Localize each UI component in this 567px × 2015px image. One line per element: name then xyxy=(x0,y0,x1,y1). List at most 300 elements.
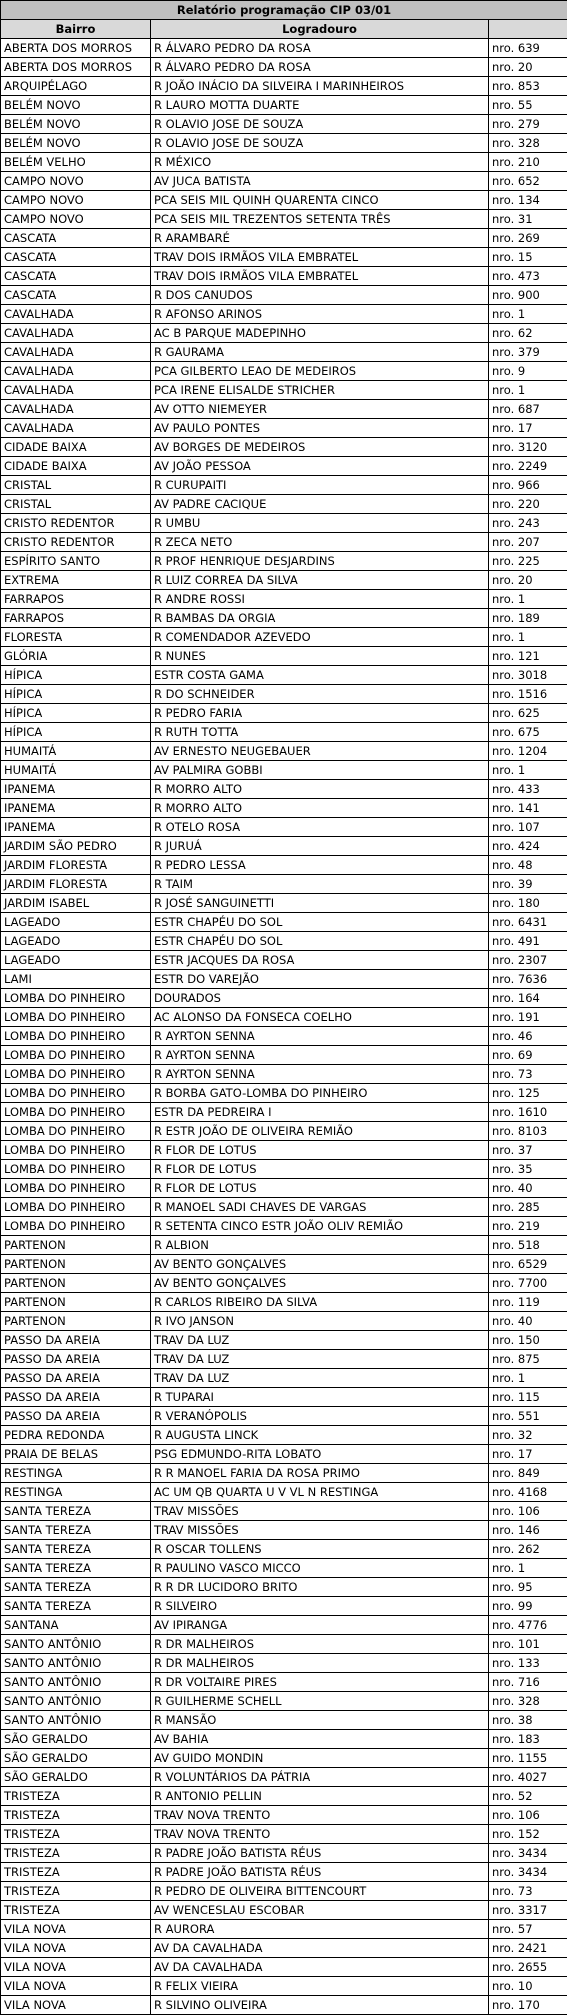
cell-bairro: RESTINGA xyxy=(1,1464,151,1483)
table-row xyxy=(1,590,567,609)
cell-numero: nro. 1 xyxy=(489,305,567,324)
cell-numero: nro. 1204 xyxy=(489,742,567,761)
cell-numero: nro. 20 xyxy=(489,58,567,77)
cell-logradouro: AV BORGES DE MEDEIROS xyxy=(151,438,489,457)
cell-bairro: JARDIM ISABEL xyxy=(1,894,151,913)
table-row xyxy=(1,1787,567,1806)
cell-logradouro: R RUTH TOTTA xyxy=(151,723,489,742)
cell-logradouro: R PEDRO DE OLIVEIRA BITTENCOURT xyxy=(151,1882,489,1901)
cell-logradouro: AC B PARQUE MADEPINHO xyxy=(151,324,489,343)
cell-numero: nro. 2655 xyxy=(489,1958,567,1977)
table-row xyxy=(1,1464,567,1483)
table-row xyxy=(1,818,567,837)
cell-numero: nro. 279 xyxy=(489,115,567,134)
table-row xyxy=(1,1540,567,1559)
cell-logradouro: R TAIM xyxy=(151,875,489,894)
cell-logradouro: AV OTTO NIEMEYER xyxy=(151,400,489,419)
table-row xyxy=(1,1882,567,1901)
cell-bairro: IPANEMA xyxy=(1,799,151,818)
cell-numero: nro. 20 xyxy=(489,571,567,590)
table-row xyxy=(1,1711,567,1730)
cell-bairro: LOMBA DO PINHEIRO xyxy=(1,1027,151,1046)
table-row xyxy=(1,1198,567,1217)
cell-logradouro: R SILVINO OLIVEIRA xyxy=(151,1996,489,2015)
table-row xyxy=(1,1863,567,1882)
cell-bairro: JARDIM SÃO PEDRO xyxy=(1,837,151,856)
table-row xyxy=(1,172,567,191)
table-row xyxy=(1,457,567,476)
cell-numero: nro. 491 xyxy=(489,932,567,951)
cell-numero: nro. 119 xyxy=(489,1293,567,1312)
cell-bairro: TRISTEZA xyxy=(1,1825,151,1844)
cell-bairro: ABERTA DOS MORROS xyxy=(1,39,151,58)
cell-logradouro: R FELIX VIEIRA xyxy=(151,1977,489,1996)
cell-bairro: CAVALHADA xyxy=(1,324,151,343)
cell-logradouro: R ÁLVARO PEDRO DA ROSA xyxy=(151,39,489,58)
cell-bairro: SANTA TEREZA xyxy=(1,1521,151,1540)
cell-bairro: CAMPO NOVO xyxy=(1,172,151,191)
table-row xyxy=(1,1597,567,1616)
cell-bairro: LAMI xyxy=(1,970,151,989)
cell-bairro: CRISTAL xyxy=(1,495,151,514)
cell-bairro: BELÉM NOVO xyxy=(1,96,151,115)
table-row xyxy=(1,1825,567,1844)
cell-bairro: BELÉM VELHO xyxy=(1,153,151,172)
cell-numero: nro. 2307 xyxy=(489,951,567,970)
cell-bairro: CASCATA xyxy=(1,248,151,267)
cell-bairro: PASSO DA AREIA xyxy=(1,1350,151,1369)
cell-bairro: TRISTEZA xyxy=(1,1806,151,1825)
table-row xyxy=(1,58,567,77)
cell-bairro: SANTO ANTÔNIO xyxy=(1,1692,151,1711)
cell-bairro: PARTENON xyxy=(1,1312,151,1331)
cell-numero: nro. 69 xyxy=(489,1046,567,1065)
cell-bairro: ABERTA DOS MORROS xyxy=(1,58,151,77)
table-row xyxy=(1,1673,567,1692)
cell-logradouro: AV BENTO GONÇALVES xyxy=(151,1255,489,1274)
cell-numero: nro. 95 xyxy=(489,1578,567,1597)
cell-logradouro: R MANSÃO xyxy=(151,1711,489,1730)
table-row xyxy=(1,628,567,647)
cell-numero: nro. 1155 xyxy=(489,1749,567,1768)
cell-bairro: LOMBA DO PINHEIRO xyxy=(1,1046,151,1065)
cell-bairro: CIDADE BAIXA xyxy=(1,457,151,476)
cell-numero: nro. 73 xyxy=(489,1882,567,1901)
column-header-logradouro: Logradouro xyxy=(151,20,489,39)
cell-logradouro: R MÉXICO xyxy=(151,153,489,172)
cell-numero: nro. 3018 xyxy=(489,666,567,685)
table-row xyxy=(1,1293,567,1312)
cell-bairro: PRAIA DE BELAS xyxy=(1,1445,151,1464)
cell-numero: nro. 7700 xyxy=(489,1274,567,1293)
cell-logradouro: TRAV DOIS IRMÃOS VILA EMBRATEL xyxy=(151,248,489,267)
cell-numero: nro. 106 xyxy=(489,1806,567,1825)
header-row xyxy=(1,20,567,39)
table-row xyxy=(1,685,567,704)
cell-logradouro: R VERANÓPOLIS xyxy=(151,1407,489,1426)
cell-logradouro: R ARAMBARÉ xyxy=(151,229,489,248)
table-row xyxy=(1,362,567,381)
cell-numero: nro. 1 xyxy=(489,590,567,609)
cell-logradouro: R COMENDADOR AZEVEDO xyxy=(151,628,489,647)
cell-logradouro: R DOS CANUDOS xyxy=(151,286,489,305)
table-row xyxy=(1,666,567,685)
cell-bairro: LAGEADO xyxy=(1,932,151,951)
cell-numero: nro. 900 xyxy=(489,286,567,305)
cell-logradouro: AV PADRE CACIQUE xyxy=(151,495,489,514)
cell-logradouro: R PEDRO FARIA xyxy=(151,704,489,723)
cell-bairro: VILA NOVA xyxy=(1,1920,151,1939)
cell-bairro: CASCATA xyxy=(1,286,151,305)
cell-numero: nro. 551 xyxy=(489,1407,567,1426)
table-row xyxy=(1,77,567,96)
cell-numero: nro. 262 xyxy=(489,1540,567,1559)
table-row xyxy=(1,1920,567,1939)
cell-bairro: TRISTEZA xyxy=(1,1901,151,1920)
table-row xyxy=(1,1768,567,1787)
cell-bairro: SÃO GERALDO xyxy=(1,1768,151,1787)
table-row xyxy=(1,115,567,134)
cell-bairro: LOMBA DO PINHEIRO xyxy=(1,1179,151,1198)
cell-bairro: CAVALHADA xyxy=(1,305,151,324)
cell-numero: nro. 134 xyxy=(489,191,567,210)
cell-logradouro: TRAV DA LUZ xyxy=(151,1350,489,1369)
table-row xyxy=(1,1559,567,1578)
cell-bairro: SANTO ANTÔNIO xyxy=(1,1711,151,1730)
table-row xyxy=(1,951,567,970)
table-row xyxy=(1,1692,567,1711)
table-row xyxy=(1,495,567,514)
cell-numero: nro. 125 xyxy=(489,1084,567,1103)
table-row xyxy=(1,1388,567,1407)
cell-numero: nro. 38 xyxy=(489,1711,567,1730)
table-row xyxy=(1,153,567,172)
table-row xyxy=(1,856,567,875)
cell-bairro: CIDADE BAIXA xyxy=(1,438,151,457)
cell-logradouro: R ANDRE ROSSI xyxy=(151,590,489,609)
cell-logradouro: R GUILHERME SCHELL xyxy=(151,1692,489,1711)
title-row xyxy=(1,1,567,20)
cell-numero: nro. 3317 xyxy=(489,1901,567,1920)
cell-logradouro: R AYRTON SENNA xyxy=(151,1046,489,1065)
cell-logradouro: R ESTR JOÃO DE OLIVEIRA REMIÃO xyxy=(151,1122,489,1141)
cell-numero: nro. 225 xyxy=(489,552,567,571)
cell-numero: nro. 115 xyxy=(489,1388,567,1407)
cell-logradouro: R OLAVIO JOSE DE SOUZA xyxy=(151,115,489,134)
cell-numero: nro. 48 xyxy=(489,856,567,875)
table-row xyxy=(1,324,567,343)
cell-logradouro: R AUGUSTA LINCK xyxy=(151,1426,489,1445)
cell-bairro: PASSO DA AREIA xyxy=(1,1388,151,1407)
cell-bairro: EXTREMA xyxy=(1,571,151,590)
cell-numero: nro. 180 xyxy=(489,894,567,913)
cell-logradouro: R AYRTON SENNA xyxy=(151,1065,489,1084)
cell-bairro: LOMBA DO PINHEIRO xyxy=(1,1160,151,1179)
cell-bairro: PARTENON xyxy=(1,1274,151,1293)
cell-logradouro: R ALBION xyxy=(151,1236,489,1255)
table-row xyxy=(1,419,567,438)
table-row xyxy=(1,609,567,628)
cell-bairro: PARTENON xyxy=(1,1293,151,1312)
table-row xyxy=(1,1578,567,1597)
cell-bairro: LAGEADO xyxy=(1,913,151,932)
table-row xyxy=(1,514,567,533)
cell-bairro: CAVALHADA xyxy=(1,343,151,362)
table-row xyxy=(1,742,567,761)
cell-bairro: VILA NOVA xyxy=(1,1939,151,1958)
cell-logradouro: R ANTONIO PELLIN xyxy=(151,1787,489,1806)
cell-numero: nro. 4168 xyxy=(489,1483,567,1502)
cell-logradouro: TRAV NOVA TRENTO xyxy=(151,1806,489,1825)
cell-numero: nro. 1 xyxy=(489,761,567,780)
cell-numero: nro. 379 xyxy=(489,343,567,362)
cell-logradouro: R MANOEL SADI CHAVES DE VARGAS xyxy=(151,1198,489,1217)
cell-logradouro: TRAV NOVA TRENTO xyxy=(151,1825,489,1844)
cell-logradouro: AV DA CAVALHADA xyxy=(151,1939,489,1958)
table-row xyxy=(1,837,567,856)
table-row xyxy=(1,1958,567,1977)
cell-numero: nro. 2421 xyxy=(489,1939,567,1958)
cell-logradouro: AV BAHIA xyxy=(151,1730,489,1749)
table-row xyxy=(1,134,567,153)
cell-numero: nro. 1516 xyxy=(489,685,567,704)
cell-bairro: LOMBA DO PINHEIRO xyxy=(1,1008,151,1027)
table-row xyxy=(1,1236,567,1255)
cell-logradouro: PSG EDMUNDO-RITA LOBATO xyxy=(151,1445,489,1464)
cell-numero: nro. 424 xyxy=(489,837,567,856)
cell-numero: nro. 687 xyxy=(489,400,567,419)
cell-logradouro: AV PAULO PONTES xyxy=(151,419,489,438)
table-row xyxy=(1,210,567,229)
cell-logradouro: R TUPARAI xyxy=(151,1388,489,1407)
cell-bairro: LOMBA DO PINHEIRO xyxy=(1,1084,151,1103)
cell-bairro: PASSO DA AREIA xyxy=(1,1331,151,1350)
cell-numero: nro. 433 xyxy=(489,780,567,799)
cell-logradouro: R FLOR DE LOTUS xyxy=(151,1141,489,1160)
cell-numero: nro. 17 xyxy=(489,419,567,438)
cell-logradouro: ESTR CHAPÉU DO SOL xyxy=(151,932,489,951)
cell-bairro: LOMBA DO PINHEIRO xyxy=(1,1103,151,1122)
cell-bairro: HÍPICA xyxy=(1,704,151,723)
cell-numero: nro. 210 xyxy=(489,153,567,172)
table-row xyxy=(1,400,567,419)
cell-numero: nro. 849 xyxy=(489,1464,567,1483)
cell-bairro: JARDIM FLORESTA xyxy=(1,856,151,875)
cell-bairro: LOMBA DO PINHEIRO xyxy=(1,1122,151,1141)
cell-numero: nro. 853 xyxy=(489,77,567,96)
table-row xyxy=(1,305,567,324)
cell-logradouro: R SILVEIRO xyxy=(151,1597,489,1616)
table-row xyxy=(1,96,567,115)
cell-numero: nro. 189 xyxy=(489,609,567,628)
cell-numero: nro. 73 xyxy=(489,1065,567,1084)
cell-logradouro: DOURADOS xyxy=(151,989,489,1008)
cell-bairro: PASSO DA AREIA xyxy=(1,1369,151,1388)
cell-bairro: PARTENON xyxy=(1,1236,151,1255)
cell-bairro: BELÉM NOVO xyxy=(1,134,151,153)
cell-numero: nro. 35 xyxy=(489,1160,567,1179)
cell-logradouro: ESTR COSTA GAMA xyxy=(151,666,489,685)
table-row xyxy=(1,723,567,742)
cell-logradouro: AV DA CAVALHADA xyxy=(151,1958,489,1977)
cell-logradouro: R FLOR DE LOTUS xyxy=(151,1160,489,1179)
cell-logradouro: R LUIZ CORREA DA SILVA xyxy=(151,571,489,590)
cell-logradouro: R BAMBAS DA ORGIA xyxy=(151,609,489,628)
cell-numero: nro. 141 xyxy=(489,799,567,818)
cell-numero: nro. 4027 xyxy=(489,1768,567,1787)
cell-logradouro: R PADRE JOÃO BATISTA RÉUS xyxy=(151,1844,489,1863)
cell-logradouro: ESTR JACQUES DA ROSA xyxy=(151,951,489,970)
cell-numero: nro. 57 xyxy=(489,1920,567,1939)
cell-bairro: SANTA TEREZA xyxy=(1,1597,151,1616)
table-row xyxy=(1,1977,567,1996)
cell-bairro: LAGEADO xyxy=(1,951,151,970)
table-row xyxy=(1,1654,567,1673)
cell-logradouro: AV PALMIRA GOBBI xyxy=(151,761,489,780)
cell-bairro: SANTA TEREZA xyxy=(1,1578,151,1597)
cell-numero: nro. 10 xyxy=(489,1977,567,1996)
cell-numero: nro. 3120 xyxy=(489,438,567,457)
cell-bairro: SÃO GERALDO xyxy=(1,1730,151,1749)
table-row xyxy=(1,1331,567,1350)
table-row xyxy=(1,571,567,590)
cell-bairro: VILA NOVA xyxy=(1,1958,151,1977)
cell-logradouro: AV JOÃO PESSOA xyxy=(151,457,489,476)
cell-bairro: TRISTEZA xyxy=(1,1882,151,1901)
cell-bairro: TRISTEZA xyxy=(1,1863,151,1882)
table-row xyxy=(1,1939,567,1958)
cell-bairro: LOMBA DO PINHEIRO xyxy=(1,1065,151,1084)
cell-logradouro: R ÁLVARO PEDRO DA ROSA xyxy=(151,58,489,77)
cell-numero: nro. 40 xyxy=(489,1312,567,1331)
table-row xyxy=(1,1046,567,1065)
cell-bairro: CAMPO NOVO xyxy=(1,210,151,229)
cell-logradouro: AC ALONSO DA FONSECA COELHO xyxy=(151,1008,489,1027)
table-row xyxy=(1,647,567,666)
cell-bairro: SANTA TEREZA xyxy=(1,1502,151,1521)
cell-numero: nro. 675 xyxy=(489,723,567,742)
table-row xyxy=(1,1445,567,1464)
cell-bairro: LOMBA DO PINHEIRO xyxy=(1,1141,151,1160)
cell-logradouro: PCA SEIS MIL TREZENTOS SETENTA TRÊS xyxy=(151,210,489,229)
cell-bairro: SANTA TEREZA xyxy=(1,1540,151,1559)
cell-numero: nro. 46 xyxy=(489,1027,567,1046)
cell-logradouro: R JOSÉ SANGUINETTI xyxy=(151,894,489,913)
cell-numero: nro. 133 xyxy=(489,1654,567,1673)
table-row xyxy=(1,780,567,799)
cell-logradouro: R OTELO ROSA xyxy=(151,818,489,837)
table-row xyxy=(1,39,567,58)
cell-bairro: SANTO ANTÔNIO xyxy=(1,1654,151,1673)
cell-bairro: SANTA TEREZA xyxy=(1,1559,151,1578)
table-row xyxy=(1,970,567,989)
table-row xyxy=(1,1502,567,1521)
cell-logradouro: TRAV DA LUZ xyxy=(151,1331,489,1350)
cell-bairro: SÃO GERALDO xyxy=(1,1749,151,1768)
cell-numero: nro. 243 xyxy=(489,514,567,533)
cell-logradouro: R AYRTON SENNA xyxy=(151,1027,489,1046)
table-row xyxy=(1,799,567,818)
cell-numero: nro. 15 xyxy=(489,248,567,267)
table-row xyxy=(1,1996,567,2015)
cell-numero: nro. 17 xyxy=(489,1445,567,1464)
table-row xyxy=(1,476,567,495)
cell-numero: nro. 207 xyxy=(489,533,567,552)
cell-bairro: CAVALHADA xyxy=(1,419,151,438)
cell-bairro: LOMBA DO PINHEIRO xyxy=(1,1217,151,1236)
cell-logradouro: R JOÃO INÁCIO DA SILVEIRA I MARINHEIROS xyxy=(151,77,489,96)
cell-bairro: CAMPO NOVO xyxy=(1,191,151,210)
table-row xyxy=(1,913,567,932)
cell-bairro: VILA NOVA xyxy=(1,1996,151,2015)
cell-bairro: SANTO ANTÔNIO xyxy=(1,1673,151,1692)
cell-logradouro: R VOLUNTÁRIOS DA PÁTRIA xyxy=(151,1768,489,1787)
cell-logradouro: R SETENTA CINCO ESTR JOÃO OLIV REMIÃO xyxy=(151,1217,489,1236)
cell-bairro: FLORESTA xyxy=(1,628,151,647)
cell-numero: nro. 1610 xyxy=(489,1103,567,1122)
cell-logradouro: R ZECA NETO xyxy=(151,533,489,552)
cell-numero: nro. 146 xyxy=(489,1521,567,1540)
cell-numero: nro. 1 xyxy=(489,381,567,400)
table-row xyxy=(1,533,567,552)
cell-bairro: CRISTO REDENTOR xyxy=(1,533,151,552)
table-row xyxy=(1,1274,567,1293)
cell-logradouro: R PROF HENRIQUE DESJARDINS xyxy=(151,552,489,571)
cell-numero: nro. 170 xyxy=(489,1996,567,2015)
cell-numero: nro. 107 xyxy=(489,818,567,837)
table-row xyxy=(1,286,567,305)
cell-numero: nro. 62 xyxy=(489,324,567,343)
cell-bairro: HÍPICA xyxy=(1,685,151,704)
cell-logradouro: R JURUÁ xyxy=(151,837,489,856)
cell-numero: nro. 652 xyxy=(489,172,567,191)
cell-numero: nro. 52 xyxy=(489,1787,567,1806)
cell-bairro: PASSO DA AREIA xyxy=(1,1407,151,1426)
cell-bairro: BELÉM NOVO xyxy=(1,115,151,134)
cell-bairro: LOMBA DO PINHEIRO xyxy=(1,989,151,1008)
cell-bairro: PEDRA REDONDA xyxy=(1,1426,151,1445)
cell-numero: nro. 6529 xyxy=(489,1255,567,1274)
table-row xyxy=(1,229,567,248)
table-row xyxy=(1,1027,567,1046)
cell-bairro: LOMBA DO PINHEIRO xyxy=(1,1198,151,1217)
cell-numero: nro. 183 xyxy=(489,1730,567,1749)
cell-bairro: HÍPICA xyxy=(1,666,151,685)
cell-logradouro: R BORBA GATO-LOMBA DO PINHEIRO xyxy=(151,1084,489,1103)
cell-numero: nro. 328 xyxy=(489,1692,567,1711)
table-row xyxy=(1,1483,567,1502)
table-row xyxy=(1,1901,567,1920)
cell-numero: nro. 40 xyxy=(489,1179,567,1198)
cell-numero: nro. 473 xyxy=(489,267,567,286)
cell-logradouro: PCA SEIS MIL QUINH QUARENTA CINCO xyxy=(151,191,489,210)
cell-logradouro: R OSCAR TOLLENS xyxy=(151,1540,489,1559)
cell-logradouro: ESTR DO VAREJÃO xyxy=(151,970,489,989)
cell-logradouro: AV BENTO GONÇALVES xyxy=(151,1274,489,1293)
cell-logradouro: R IVO JANSON xyxy=(151,1312,489,1331)
table-row xyxy=(1,1312,567,1331)
cell-bairro: CASCATA xyxy=(1,229,151,248)
table-row xyxy=(1,1635,567,1654)
table-row xyxy=(1,1084,567,1103)
table-row xyxy=(1,989,567,1008)
cell-numero: nro. 150 xyxy=(489,1331,567,1350)
cell-numero: nro. 1 xyxy=(489,628,567,647)
cell-bairro: IPANEMA xyxy=(1,780,151,799)
cell-logradouro: R UMBU xyxy=(151,514,489,533)
cell-logradouro: R LAURO MOTTA DUARTE xyxy=(151,96,489,115)
cell-numero: nro. 55 xyxy=(489,96,567,115)
